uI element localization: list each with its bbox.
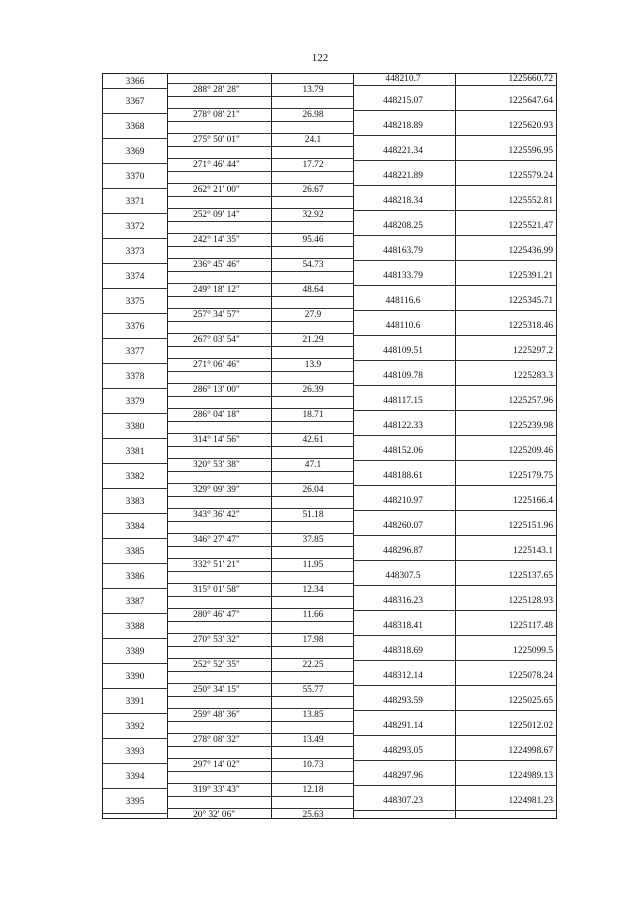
table-row: [103, 508, 556, 533]
segment-distance: 55.77: [302, 685, 324, 695]
segment-distance: 12.34: [302, 585, 324, 595]
segment-angle: 270° 53' 32": [193, 635, 240, 645]
coord-y: 1224981.23: [508, 796, 553, 806]
coord-y: 1225151.96: [508, 521, 553, 531]
segment-angle: 262° 21' 00": [193, 185, 240, 195]
segment-distance: 32.92: [302, 210, 324, 220]
coord-y: 1225620.93: [508, 121, 553, 131]
segment-angle: 242° 14' 35": [193, 235, 240, 245]
segment-angle: 288° 28' 28": [193, 85, 240, 95]
table-row: [103, 483, 556, 508]
coord-y: 1225318.46: [508, 321, 553, 331]
segment-distance: 24.1: [304, 135, 322, 145]
point-id: 3375: [125, 297, 145, 307]
coord-y: 1225552.81: [508, 196, 553, 206]
coord-y: 1225117.48: [508, 621, 553, 631]
segment-angle: 20° 32' 06": [193, 810, 236, 820]
table-row: [103, 133, 556, 158]
segment-distance: 54.73: [302, 260, 324, 270]
coord-y: 1225660.72: [508, 74, 553, 84]
segment-angle: 319° 33' 43": [193, 785, 240, 795]
point-id: 3367: [125, 97, 145, 107]
point-id: 3371: [125, 197, 145, 207]
coord-x: 448122.33: [383, 421, 423, 431]
coord-y: 1225239.98: [508, 421, 553, 431]
segment-distance: 17.72: [302, 160, 324, 170]
coord-y: 1225143.1: [513, 546, 553, 556]
point-id: 3393: [125, 747, 145, 757]
segment-angle: 314° 14' 56": [193, 435, 240, 445]
point-id: 3387: [125, 597, 145, 607]
segment-distance: 21.29: [302, 335, 324, 345]
table-row: [103, 83, 556, 108]
table-row: [103, 658, 556, 683]
segment-distance: 37.85: [302, 535, 324, 545]
coord-x: 448307.23: [383, 796, 423, 806]
table-row: [103, 283, 556, 308]
coord-y: 1225209.46: [508, 446, 553, 456]
coordinate-table: [102, 73, 557, 819]
coord-y: 1225012.02: [508, 721, 553, 731]
point-id: 3386: [125, 572, 145, 582]
table-row: [103, 683, 556, 708]
segment-distance: 12.18: [302, 785, 324, 795]
coord-y: 1225647.64: [508, 96, 553, 106]
coord-y: 1225391.21: [508, 271, 553, 281]
point-id: 3369: [125, 147, 145, 157]
coord-x: 448221.34: [383, 146, 423, 156]
table-row: [103, 358, 556, 383]
point-id: 3385: [125, 547, 145, 557]
coord-x: 448291.14: [383, 721, 423, 731]
segment-distance: 26.04: [302, 485, 324, 495]
coord-x: 448109.51: [383, 346, 423, 356]
segment-angle: 297° 14' 02": [193, 760, 240, 770]
coord-x: 448218.34: [383, 196, 423, 206]
table-row: [103, 608, 556, 633]
coord-x: 448133.79: [383, 271, 423, 281]
coord-x: 448210.7: [385, 74, 421, 84]
segment-angle: 236° 45' 46": [193, 260, 240, 270]
table-row: [103, 433, 556, 458]
segment-angle: 286° 04' 18": [193, 410, 240, 420]
segment-angle: 257° 34' 57": [193, 310, 240, 320]
coord-x: 448293.59: [383, 696, 423, 706]
point-id: 3380: [125, 422, 145, 432]
coord-x: 448312.14: [383, 671, 423, 681]
coord-x: 448221.89: [383, 171, 423, 181]
point-id: 3373: [125, 247, 145, 257]
coord-x: 448188.61: [383, 471, 423, 481]
segment-angle: 252° 09' 14": [193, 210, 240, 220]
table-row: [103, 583, 556, 608]
coord-y: 1225436.99: [508, 246, 553, 256]
segment-angle: 332° 51' 21": [193, 560, 240, 570]
table-row: [103, 183, 556, 208]
coord-x: 448307.5: [385, 571, 421, 581]
segment-distance: 27.9: [304, 310, 322, 320]
segment-angle: 252° 52' 35": [193, 660, 240, 670]
segment-angle: 271° 46' 44": [193, 160, 240, 170]
point-id: 3381: [125, 447, 145, 457]
table-row: [103, 558, 556, 583]
segment-distance: 95.46: [302, 235, 324, 245]
coord-y: 1225099.5: [513, 646, 553, 656]
segment-angle: 278° 08' 21": [193, 110, 240, 120]
segment-distance: 48.64: [302, 285, 324, 295]
table-row: [103, 708, 556, 733]
point-id: 3370: [125, 172, 145, 182]
point-id: 3389: [125, 647, 145, 657]
segment-angle: 329° 09' 39": [193, 485, 240, 495]
table-row: [103, 333, 556, 358]
point-id: 3377: [125, 347, 145, 357]
coord-x: 448297.96: [383, 771, 423, 781]
table-row: [103, 258, 556, 283]
coord-y: 1224989.13: [508, 771, 553, 781]
point-id: 3395: [125, 797, 145, 807]
coord-y: 1225025.65: [508, 696, 553, 706]
segment-distance: 11.95: [302, 560, 324, 570]
table-row: [103, 533, 556, 558]
table-row: [103, 383, 556, 408]
segment-distance: 13.49: [302, 735, 324, 745]
coord-x: 448318.41: [383, 621, 423, 631]
coord-y: 1225521.47: [508, 221, 553, 231]
coord-y: 1225283.3: [513, 371, 553, 381]
point-id: 3382: [125, 472, 145, 482]
coord-y: 1225596.95: [508, 146, 553, 156]
table-row: [103, 233, 556, 258]
table-row: [103, 208, 556, 233]
point-id: 3394: [125, 772, 145, 782]
table-row: [103, 733, 556, 758]
table-row: [103, 158, 556, 183]
segment-distance: 26.67: [302, 185, 324, 195]
segment-distance: 11.66: [302, 610, 324, 620]
point-id: 3392: [125, 722, 145, 732]
segment-distance: 42.61: [302, 435, 324, 445]
segment-angle: 275° 50' 01": [193, 135, 240, 145]
coord-x: 448117.15: [383, 396, 423, 406]
coord-x: 448110.6: [385, 321, 421, 331]
coord-y: 1225128.93: [508, 596, 553, 606]
coord-x: 448293.05: [383, 746, 423, 756]
coord-y: 1224998.67: [508, 746, 553, 756]
point-id: 3366: [125, 77, 145, 87]
coord-x: 448152.06: [383, 446, 423, 456]
coord-y: 1225579.24: [508, 171, 553, 181]
coord-x: 448296.87: [383, 546, 423, 556]
coord-y: 1225345.71: [508, 296, 553, 306]
page-number: 122: [311, 52, 329, 64]
table-row: [103, 458, 556, 483]
coord-x: 448210.97: [383, 496, 423, 506]
segment-distance: 22.25: [302, 660, 324, 670]
segment-angle: 280° 46' 47": [193, 610, 240, 620]
table-row: [103, 633, 556, 658]
segment-angle: 343° 36' 42": [193, 510, 240, 520]
coord-y: 1225166.4: [513, 496, 553, 506]
coord-y: 1225137.65: [508, 571, 553, 581]
segment-angle: 286° 13' 00": [193, 385, 240, 395]
point-id: 3390: [125, 672, 145, 682]
coord-x: 448316.23: [383, 596, 423, 606]
point-id: 3384: [125, 522, 145, 532]
segment-distance: 26.39: [302, 385, 324, 395]
segment-angle: 259° 48' 36": [193, 710, 240, 720]
segment-angle: 271° 06' 46": [193, 360, 240, 370]
table-row: [103, 758, 556, 783]
coord-x: 448116.6: [385, 296, 421, 306]
segment-angle: 346° 27' 47": [193, 535, 240, 545]
segment-distance: 47.1: [304, 460, 322, 470]
segment-distance: 17.98: [302, 635, 324, 645]
coord-x: 448109.78: [383, 371, 423, 381]
point-id: 3374: [125, 272, 145, 282]
coord-y: 1225297.2: [513, 346, 553, 356]
segment-angle: 249° 18' 12": [193, 285, 240, 295]
coord-y: 1225179.75: [508, 471, 553, 481]
point-id: 3372: [125, 222, 145, 232]
segment-angle: 267° 03' 54": [193, 335, 240, 345]
segment-distance: 13.85: [302, 710, 324, 720]
point-id: 3368: [125, 122, 145, 132]
table-row: [103, 808, 556, 833]
segment-distance: 25.63: [302, 810, 324, 820]
segment-angle: 315° 01' 58": [193, 585, 240, 595]
point-id: 3378: [125, 372, 145, 382]
coord-x: 448260.07: [383, 521, 423, 531]
point-id: 3383: [125, 497, 145, 507]
coord-x: 448215.07: [383, 96, 423, 106]
table-row: [103, 408, 556, 433]
coord-y: 1225257.96: [508, 396, 553, 406]
table-row: [103, 108, 556, 133]
segment-distance: 26.98: [302, 110, 324, 120]
segment-distance: 51.18: [302, 510, 324, 520]
point-id: 3379: [125, 397, 145, 407]
coord-x: 448218.89: [383, 121, 423, 131]
coord-x: 448163.79: [383, 246, 423, 256]
segment-distance: 10.73: [302, 760, 324, 770]
coord-x: 448318.69: [383, 646, 423, 656]
point-id: 3388: [125, 622, 145, 632]
point-id: 3391: [125, 697, 145, 707]
segment-angle: 250° 34' 15": [193, 685, 240, 695]
point-id: 3376: [125, 322, 145, 332]
table-row: [103, 308, 556, 333]
segment-distance: 13.9: [304, 360, 322, 370]
coord-x: 448208.25: [383, 221, 423, 231]
segment-distance: 18.71: [302, 410, 324, 420]
segment-distance: 13.79: [302, 85, 324, 95]
segment-angle: 320° 53' 38": [193, 460, 240, 470]
segment-angle: 278° 08' 32": [193, 735, 240, 745]
table-row: [103, 783, 556, 808]
coord-y: 1225078.24: [508, 671, 553, 681]
